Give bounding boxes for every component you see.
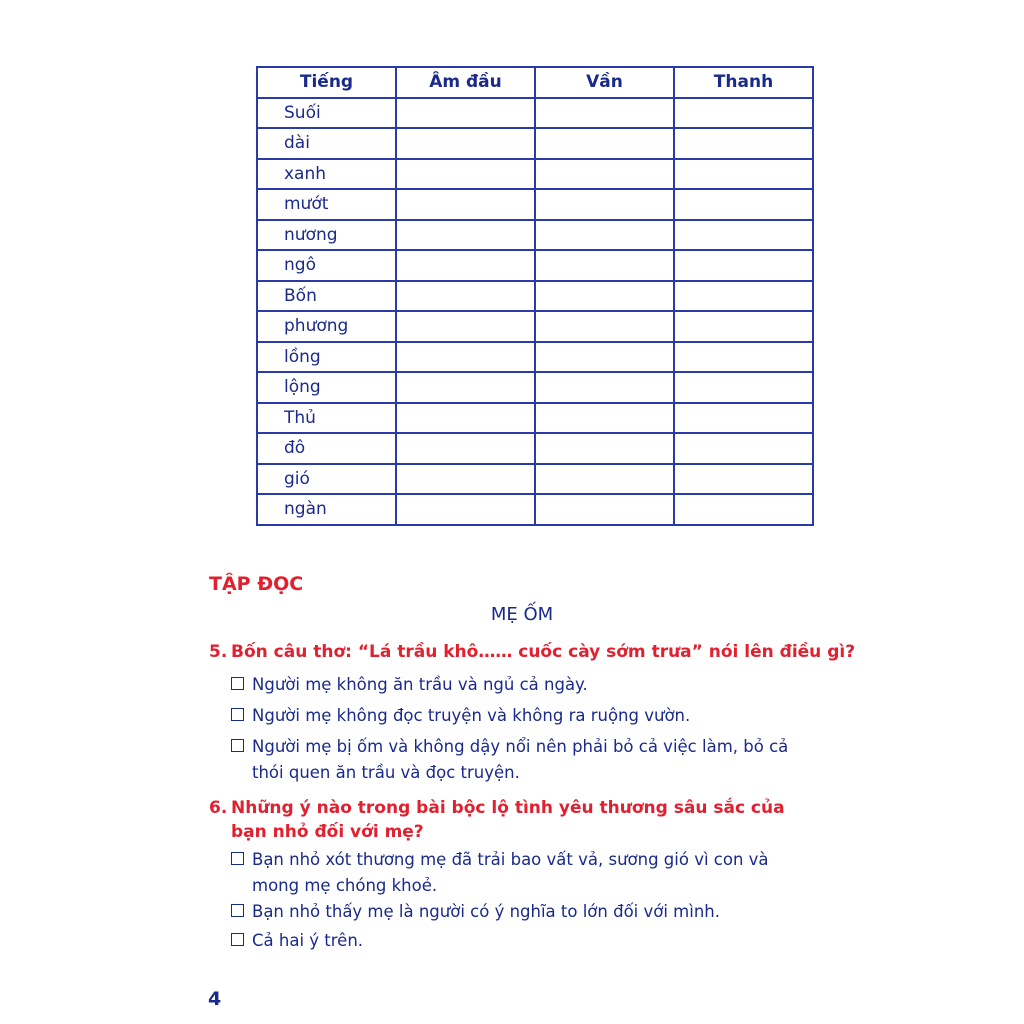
am-dau-cell[interactable] — [396, 281, 535, 312]
checkbox-icon[interactable] — [231, 708, 244, 721]
am-dau-cell[interactable] — [396, 342, 535, 373]
table-row — [257, 372, 813, 403]
am-dau-cell[interactable] — [396, 189, 535, 220]
table-row — [257, 159, 813, 190]
syllable-analysis-table — [256, 66, 814, 526]
word-cell: Suối — [257, 98, 396, 129]
checkbox-icon[interactable] — [231, 739, 244, 752]
van-cell[interactable] — [535, 128, 674, 159]
thanh-cell[interactable] — [674, 159, 813, 190]
am-dau-cell[interactable] — [396, 220, 535, 251]
word-cell: xanh — [257, 159, 396, 190]
word-cell: phương — [257, 311, 396, 342]
word-cell: lồng — [257, 342, 396, 373]
word-cell: nương — [257, 220, 396, 251]
table-row — [257, 403, 813, 434]
table-row — [257, 98, 813, 129]
van-cell[interactable] — [535, 433, 674, 464]
van-cell[interactable] — [535, 372, 674, 403]
table-row — [257, 464, 813, 495]
table-row — [257, 494, 813, 525]
q5-option-2[interactable] — [231, 703, 821, 729]
van-cell[interactable] — [535, 159, 674, 190]
am-dau-cell[interactable] — [396, 433, 535, 464]
van-cell[interactable] — [535, 250, 674, 281]
word-cell: Bốn — [257, 281, 396, 312]
table-row — [257, 128, 813, 159]
thanh-cell[interactable] — [674, 311, 813, 342]
van-cell[interactable] — [535, 403, 674, 434]
thanh-cell[interactable] — [674, 128, 813, 159]
table-row — [257, 250, 813, 281]
section-title: TẬP ĐỌC — [209, 573, 304, 595]
thanh-cell[interactable] — [674, 98, 813, 129]
word-cell: Thủ — [257, 403, 396, 434]
header-tieng: Tiếng — [257, 67, 396, 98]
option-text: Cả hai ý trên. — [252, 931, 364, 950]
question-6 — [209, 796, 819, 844]
question-number: 5. — [209, 642, 228, 662]
thanh-cell[interactable] — [674, 281, 813, 312]
thanh-cell[interactable] — [674, 433, 813, 464]
thanh-cell[interactable] — [674, 494, 813, 525]
thanh-cell[interactable] — [674, 403, 813, 434]
option-text: Bạn nhỏ xót thương mẹ đã trải bao vất vả, sương gió vì con và mong mẹ chóng khoẻ. — [252, 850, 769, 895]
am-dau-cell[interactable] — [396, 128, 535, 159]
header-am-dau: Âm đầu — [396, 67, 535, 98]
word-cell: gió — [257, 464, 396, 495]
van-cell[interactable] — [535, 220, 674, 251]
word-cell: ngô — [257, 250, 396, 281]
table-row — [257, 189, 813, 220]
header-thanh: Thanh — [674, 67, 813, 98]
table-row — [257, 220, 813, 251]
thanh-cell[interactable] — [674, 220, 813, 251]
checkbox-icon[interactable] — [231, 933, 244, 946]
question-text: Bốn câu thơ: “Lá trầu khô…… cuốc cày sớm trưa” nói lên điều gì? — [231, 642, 856, 662]
thanh-cell[interactable] — [674, 342, 813, 373]
van-cell[interactable] — [535, 464, 674, 495]
table-row — [257, 342, 813, 373]
checkbox-icon[interactable] — [231, 852, 244, 865]
am-dau-cell[interactable] — [396, 98, 535, 129]
checkbox-icon[interactable] — [231, 904, 244, 917]
am-dau-cell[interactable] — [396, 311, 535, 342]
van-cell[interactable] — [535, 281, 674, 312]
am-dau-cell[interactable] — [396, 403, 535, 434]
am-dau-cell[interactable] — [396, 494, 535, 525]
word-cell: đô — [257, 433, 396, 464]
word-cell: mướt — [257, 189, 396, 220]
option-text: Người mẹ không ăn trầu và ngủ cả ngày. — [252, 675, 588, 694]
checkbox-icon[interactable] — [231, 677, 244, 690]
am-dau-cell[interactable] — [396, 159, 535, 190]
question-number: 6. — [209, 798, 228, 818]
thanh-cell[interactable] — [674, 464, 813, 495]
question-text: Những ý nào trong bài bộc lộ tình yêu thương sâu sắc của bạn nhỏ đối với mẹ? — [231, 798, 785, 842]
am-dau-cell[interactable] — [396, 250, 535, 281]
thanh-cell[interactable] — [674, 189, 813, 220]
option-text: Bạn nhỏ thấy mẹ là người có ý nghĩa to lớn đối với mình. — [252, 902, 721, 921]
table-row — [257, 311, 813, 342]
option-text: Người mẹ không đọc truyện và không ra ruộng vườn. — [252, 706, 691, 725]
q6-option-1[interactable] — [231, 847, 821, 899]
question-5 — [209, 640, 855, 664]
option-text: Người mẹ bị ốm và không dậy nổi nên phải bỏ cả việc làm, bỏ cả thói quen ăn trầu và đọc truyện. — [252, 737, 789, 782]
thanh-cell[interactable] — [674, 372, 813, 403]
van-cell[interactable] — [535, 494, 674, 525]
q5-option-3[interactable] — [231, 734, 821, 786]
van-cell[interactable] — [535, 189, 674, 220]
van-cell[interactable] — [535, 311, 674, 342]
word-cell: lộng — [257, 372, 396, 403]
am-dau-cell[interactable] — [396, 372, 535, 403]
lesson-title: MẸ ỐM — [490, 604, 554, 625]
am-dau-cell[interactable] — [396, 464, 535, 495]
q6-option-2[interactable] — [231, 899, 821, 925]
van-cell[interactable] — [535, 342, 674, 373]
van-cell[interactable] — [535, 98, 674, 129]
word-cell: dài — [257, 128, 396, 159]
page-number: 4 — [208, 988, 222, 1010]
table-row — [257, 281, 813, 312]
thanh-cell[interactable] — [674, 250, 813, 281]
header-van: Vần — [535, 67, 674, 98]
word-cell: ngàn — [257, 494, 396, 525]
table-row — [257, 433, 813, 464]
table-header-row — [257, 67, 813, 98]
q5-option-1[interactable] — [231, 672, 821, 698]
q6-option-3[interactable] — [231, 928, 821, 954]
